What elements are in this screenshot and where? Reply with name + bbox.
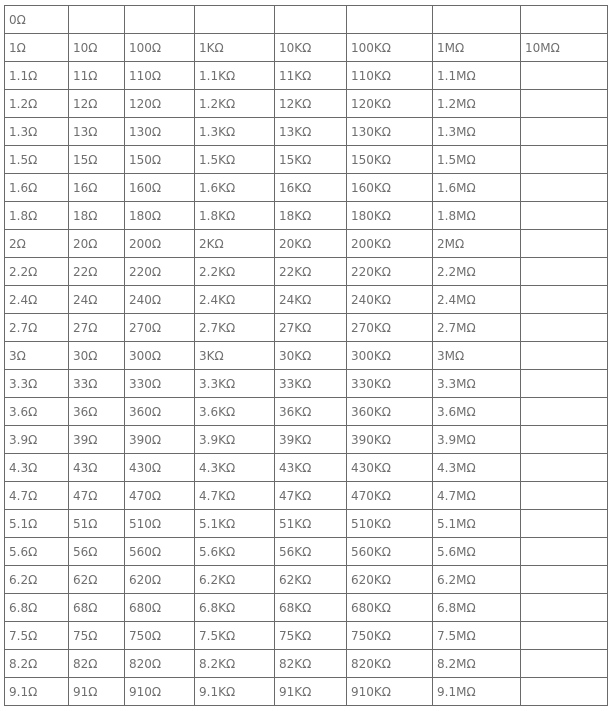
table-cell-kilohm: 1.3KΩ <box>195 118 275 146</box>
table-cell-ten-megohm <box>521 258 608 286</box>
table-cell-hundred-kilohm: 430KΩ <box>347 454 433 482</box>
table-cell-megohm: 4.7MΩ <box>433 482 521 510</box>
table-cell-ten-ohm: 10Ω <box>69 34 125 62</box>
table-cell-kilohm: 2.4KΩ <box>195 286 275 314</box>
table-cell-kilohm: 6.8KΩ <box>195 594 275 622</box>
table-row <box>5 398 608 426</box>
table-cell-ten-kilohm: 13KΩ <box>275 118 347 146</box>
table-cell-ten-kilohm: 36KΩ <box>275 398 347 426</box>
table-cell-ohm: 3Ω <box>5 342 69 370</box>
table-cell-kilohm: 2.7KΩ <box>195 314 275 342</box>
table-cell-hundred-ohm: 180Ω <box>125 202 195 230</box>
table-cell-megohm: 1.1MΩ <box>433 62 521 90</box>
table-cell-kilohm: 4.3KΩ <box>195 454 275 482</box>
table-cell-ten-ohm: 22Ω <box>69 258 125 286</box>
table-row <box>5 230 608 258</box>
table-cell-ten-ohm: 75Ω <box>69 622 125 650</box>
table-cell-ohm: 4.7Ω <box>5 482 69 510</box>
table-cell-hundred-ohm: 390Ω <box>125 426 195 454</box>
table-cell-ten-kilohm: 47KΩ <box>275 482 347 510</box>
table-row <box>5 34 608 62</box>
table-cell-ten-kilohm: 24KΩ <box>275 286 347 314</box>
table-cell-hundred-kilohm: 200KΩ <box>347 230 433 258</box>
table-row <box>5 594 608 622</box>
table-cell-megohm: 2.4MΩ <box>433 286 521 314</box>
table-cell-ohm: 7.5Ω <box>5 622 69 650</box>
table-cell-ten-kilohm: 33KΩ <box>275 370 347 398</box>
table-cell-megohm: 6.2MΩ <box>433 566 521 594</box>
table-cell-ten-kilohm: 20KΩ <box>275 230 347 258</box>
table-cell-ohm: 6.2Ω <box>5 566 69 594</box>
table-cell-ten-ohm: 27Ω <box>69 314 125 342</box>
table-cell-megohm: 1.5MΩ <box>433 146 521 174</box>
table-cell-ten-kilohm: 30KΩ <box>275 342 347 370</box>
table-cell-hundred-ohm: 220Ω <box>125 258 195 286</box>
table-cell-ten-kilohm: 15KΩ <box>275 146 347 174</box>
table-cell-ten-megohm <box>521 202 608 230</box>
table-cell-hundred-ohm: 680Ω <box>125 594 195 622</box>
table-cell-kilohm: 8.2KΩ <box>195 650 275 678</box>
table-cell-ten-kilohm: 62KΩ <box>275 566 347 594</box>
table-cell-megohm: 3.6MΩ <box>433 398 521 426</box>
table-cell-hundred-ohm: 100Ω <box>125 34 195 62</box>
table-cell-megohm: 8.2MΩ <box>433 650 521 678</box>
table-cell-hundred-kilohm: 560KΩ <box>347 538 433 566</box>
table-cell-hundred-ohm: 270Ω <box>125 314 195 342</box>
table-cell-ten-megohm: 10MΩ <box>521 34 608 62</box>
table-row <box>5 482 608 510</box>
table-cell-hundred-kilohm: 220KΩ <box>347 258 433 286</box>
table-cell-ohm: 8.2Ω <box>5 650 69 678</box>
table-cell-hundred-kilohm: 470KΩ <box>347 482 433 510</box>
table-cell-hundred-kilohm: 240KΩ <box>347 286 433 314</box>
table-cell-ten-kilohm: 22KΩ <box>275 258 347 286</box>
table-cell-ohm: 2Ω <box>5 230 69 258</box>
table-row <box>5 258 608 286</box>
table-cell-hundred-kilohm: 620KΩ <box>347 566 433 594</box>
table-cell-hundred-kilohm: 910KΩ <box>347 678 433 706</box>
table-cell-hundred-ohm: 160Ω <box>125 174 195 202</box>
table-cell-kilohm: 7.5KΩ <box>195 622 275 650</box>
table-cell-ten-megohm <box>521 510 608 538</box>
table-cell-ten-ohm: 18Ω <box>69 202 125 230</box>
table-row <box>5 650 608 678</box>
table-cell-ten-kilohm: 11KΩ <box>275 62 347 90</box>
table-cell-hundred-kilohm: 390KΩ <box>347 426 433 454</box>
table-cell-ten-megohm <box>521 286 608 314</box>
table-cell-megohm: 7.5MΩ <box>433 622 521 650</box>
table-cell-hundred-ohm: 430Ω <box>125 454 195 482</box>
table-cell-ohm: 1.2Ω <box>5 90 69 118</box>
table-cell-hundred-kilohm: 180KΩ <box>347 202 433 230</box>
table-cell-kilohm: 6.2KΩ <box>195 566 275 594</box>
table-cell-ohm: 1.6Ω <box>5 174 69 202</box>
resistor-values-table <box>4 5 608 706</box>
table-cell-ten-kilohm: 82KΩ <box>275 650 347 678</box>
table-cell-ohm: 3.3Ω <box>5 370 69 398</box>
table-cell-kilohm: 3.6KΩ <box>195 398 275 426</box>
table-cell-ohm: 5.6Ω <box>5 538 69 566</box>
table-cell-kilohm: 3KΩ <box>195 342 275 370</box>
table-body <box>5 6 608 706</box>
table-cell-hundred-kilohm: 130KΩ <box>347 118 433 146</box>
table-cell-hundred-kilohm: 270KΩ <box>347 314 433 342</box>
table-cell-ten-megohm <box>521 678 608 706</box>
table-cell-megohm: 2.7MΩ <box>433 314 521 342</box>
table-cell-megohm: 2.2MΩ <box>433 258 521 286</box>
table-cell-hundred-ohm: 620Ω <box>125 566 195 594</box>
table-cell-hundred-kilohm: 120KΩ <box>347 90 433 118</box>
table-row <box>5 538 608 566</box>
table-cell-ten-megohm <box>521 398 608 426</box>
table-cell-hundred-ohm: 750Ω <box>125 622 195 650</box>
table-cell-ten-ohm: 13Ω <box>69 118 125 146</box>
table-row <box>5 678 608 706</box>
table-cell-ten-ohm: 39Ω <box>69 426 125 454</box>
table-cell-ten-megohm <box>521 650 608 678</box>
table-cell-ten-ohm: 20Ω <box>69 230 125 258</box>
table-cell-kilohm: 1KΩ <box>195 34 275 62</box>
table-cell-ten-megohm <box>521 482 608 510</box>
table-cell-megohm: 1.3MΩ <box>433 118 521 146</box>
table-cell-ten-kilohm: 91KΩ <box>275 678 347 706</box>
table-cell-ten-kilohm: 75KΩ <box>275 622 347 650</box>
table-row <box>5 286 608 314</box>
table-cell-megohm: 1.2MΩ <box>433 90 521 118</box>
table-cell-ten-megohm <box>521 426 608 454</box>
table-cell-ten-ohm: 16Ω <box>69 174 125 202</box>
table-cell-hundred-kilohm: 680KΩ <box>347 594 433 622</box>
table-cell-hundred-kilohm: 160KΩ <box>347 174 433 202</box>
table-row <box>5 566 608 594</box>
table-cell-hundred-kilohm: 750KΩ <box>347 622 433 650</box>
table-cell-kilohm: 1.6KΩ <box>195 174 275 202</box>
table-cell-megohm: 3.3MΩ <box>433 370 521 398</box>
table-cell-hundred-ohm: 110Ω <box>125 62 195 90</box>
table-cell-kilohm: 3.3KΩ <box>195 370 275 398</box>
table-cell-ohm: 2.2Ω <box>5 258 69 286</box>
table-cell-ten-megohm <box>521 314 608 342</box>
table-cell-ohm: 5.1Ω <box>5 510 69 538</box>
table-row <box>5 146 608 174</box>
table-cell-ten-kilohm: 56KΩ <box>275 538 347 566</box>
table-cell-hundred-kilohm <box>347 6 433 34</box>
table-cell-kilohm <box>195 6 275 34</box>
table-cell-ten-ohm: 56Ω <box>69 538 125 566</box>
table-cell-ten-kilohm: 18KΩ <box>275 202 347 230</box>
table-cell-ohm: 1.3Ω <box>5 118 69 146</box>
table-cell-ten-ohm: 24Ω <box>69 286 125 314</box>
table-cell-ten-megohm <box>521 230 608 258</box>
table-cell-hundred-kilohm: 150KΩ <box>347 146 433 174</box>
table-cell-ten-megohm <box>521 538 608 566</box>
table-cell-megohm: 4.3MΩ <box>433 454 521 482</box>
table-cell-hundred-kilohm: 330KΩ <box>347 370 433 398</box>
table-cell-megohm: 5.1MΩ <box>433 510 521 538</box>
table-cell-hundred-ohm: 470Ω <box>125 482 195 510</box>
table-cell-ohm: 2.4Ω <box>5 286 69 314</box>
table-cell-megohm: 1.6MΩ <box>433 174 521 202</box>
table-cell-ten-ohm <box>69 6 125 34</box>
table-cell-ten-ohm: 36Ω <box>69 398 125 426</box>
table-cell-ten-ohm: 15Ω <box>69 146 125 174</box>
table-row <box>5 62 608 90</box>
table-row <box>5 6 608 34</box>
table-cell-kilohm: 1.1KΩ <box>195 62 275 90</box>
table-cell-hundred-ohm: 300Ω <box>125 342 195 370</box>
table-cell-ten-kilohm: 16KΩ <box>275 174 347 202</box>
table-cell-ten-ohm: 68Ω <box>69 594 125 622</box>
table-cell-ohm: 3.6Ω <box>5 398 69 426</box>
table-cell-ohm: 1.8Ω <box>5 202 69 230</box>
table-row <box>5 426 608 454</box>
table-cell-hundred-ohm: 910Ω <box>125 678 195 706</box>
table-cell-kilohm: 1.8KΩ <box>195 202 275 230</box>
table-cell-ten-ohm: 33Ω <box>69 370 125 398</box>
table-cell-ten-ohm: 30Ω <box>69 342 125 370</box>
table-cell-kilohm: 2.2KΩ <box>195 258 275 286</box>
table-cell-hundred-kilohm: 510KΩ <box>347 510 433 538</box>
table-row <box>5 118 608 146</box>
table-cell-kilohm: 3.9KΩ <box>195 426 275 454</box>
table-cell-hundred-ohm: 560Ω <box>125 538 195 566</box>
table-cell-ten-ohm: 11Ω <box>69 62 125 90</box>
table-cell-megohm: 1MΩ <box>433 34 521 62</box>
table-cell-kilohm: 1.2KΩ <box>195 90 275 118</box>
table-cell-ten-kilohm: 51KΩ <box>275 510 347 538</box>
table-cell-hundred-ohm: 360Ω <box>125 398 195 426</box>
table-cell-ten-kilohm: 39KΩ <box>275 426 347 454</box>
table-row <box>5 454 608 482</box>
table-cell-kilohm: 2KΩ <box>195 230 275 258</box>
table-cell-ten-ohm: 62Ω <box>69 566 125 594</box>
table-cell-ten-megohm <box>521 90 608 118</box>
table-cell-megohm: 5.6MΩ <box>433 538 521 566</box>
table-cell-hundred-ohm: 150Ω <box>125 146 195 174</box>
table-cell-ten-kilohm: 12KΩ <box>275 90 347 118</box>
table-cell-megohm: 2MΩ <box>433 230 521 258</box>
table-cell-hundred-ohm: 200Ω <box>125 230 195 258</box>
table-cell-hundred-kilohm: 820KΩ <box>347 650 433 678</box>
table-cell-ohm: 1Ω <box>5 34 69 62</box>
table-cell-megohm: 3MΩ <box>433 342 521 370</box>
table-cell-hundred-ohm: 510Ω <box>125 510 195 538</box>
table-cell-ten-kilohm: 43KΩ <box>275 454 347 482</box>
table-cell-ten-megohm <box>521 370 608 398</box>
table-cell-ten-ohm: 12Ω <box>69 90 125 118</box>
table-cell-ohm: 4.3Ω <box>5 454 69 482</box>
table-cell-ten-megohm <box>521 6 608 34</box>
table-cell-ten-megohm <box>521 118 608 146</box>
table-cell-kilohm: 4.7KΩ <box>195 482 275 510</box>
table-cell-megohm: 9.1MΩ <box>433 678 521 706</box>
table-row <box>5 174 608 202</box>
table-cell-ohm: 3.9Ω <box>5 426 69 454</box>
table-cell-hundred-ohm: 120Ω <box>125 90 195 118</box>
table-cell-ten-ohm: 82Ω <box>69 650 125 678</box>
table-row <box>5 314 608 342</box>
table-cell-kilohm: 9.1KΩ <box>195 678 275 706</box>
table-cell-ten-ohm: 43Ω <box>69 454 125 482</box>
table-cell-hundred-kilohm: 360KΩ <box>347 398 433 426</box>
table-row <box>5 202 608 230</box>
table-cell-ohm: 1.1Ω <box>5 62 69 90</box>
table-cell-ten-ohm: 91Ω <box>69 678 125 706</box>
table-cell-hundred-kilohm: 300KΩ <box>347 342 433 370</box>
table-cell-kilohm: 5.1KΩ <box>195 510 275 538</box>
table-cell-ten-megohm <box>521 174 608 202</box>
table-cell-megohm: 3.9MΩ <box>433 426 521 454</box>
table-cell-ten-megohm <box>521 566 608 594</box>
table-cell-ohm: 2.7Ω <box>5 314 69 342</box>
table-cell-kilohm: 1.5KΩ <box>195 146 275 174</box>
table-cell-ten-megohm <box>521 454 608 482</box>
table-cell-ten-ohm: 47Ω <box>69 482 125 510</box>
table-row <box>5 622 608 650</box>
table-cell-hundred-ohm: 240Ω <box>125 286 195 314</box>
table-cell-hundred-ohm <box>125 6 195 34</box>
table-cell-ten-kilohm: 10KΩ <box>275 34 347 62</box>
table-cell-kilohm: 5.6KΩ <box>195 538 275 566</box>
table-cell-hundred-ohm: 330Ω <box>125 370 195 398</box>
table-cell-hundred-kilohm: 100KΩ <box>347 34 433 62</box>
table-cell-ohm: 0Ω <box>5 6 69 34</box>
table-cell-ten-megohm <box>521 146 608 174</box>
table-cell-ohm: 9.1Ω <box>5 678 69 706</box>
table-cell-hundred-ohm: 130Ω <box>125 118 195 146</box>
table-cell-ten-megohm <box>521 594 608 622</box>
table-row <box>5 342 608 370</box>
table-cell-ten-kilohm: 27KΩ <box>275 314 347 342</box>
table-cell-megohm: 6.8MΩ <box>433 594 521 622</box>
table-cell-ohm: 1.5Ω <box>5 146 69 174</box>
table-cell-hundred-ohm: 820Ω <box>125 650 195 678</box>
table-cell-ten-megohm <box>521 342 608 370</box>
table-cell-megohm <box>433 6 521 34</box>
table-cell-megohm: 1.8MΩ <box>433 202 521 230</box>
table-cell-ohm: 6.8Ω <box>5 594 69 622</box>
table-row <box>5 90 608 118</box>
table-cell-ten-kilohm: 68KΩ <box>275 594 347 622</box>
table-cell-ten-kilohm <box>275 6 347 34</box>
table-row <box>5 510 608 538</box>
table-cell-ten-megohm <box>521 622 608 650</box>
table-cell-ten-megohm <box>521 62 608 90</box>
table-row <box>5 370 608 398</box>
table-cell-ten-ohm: 51Ω <box>69 510 125 538</box>
table-cell-hundred-kilohm: 110KΩ <box>347 62 433 90</box>
